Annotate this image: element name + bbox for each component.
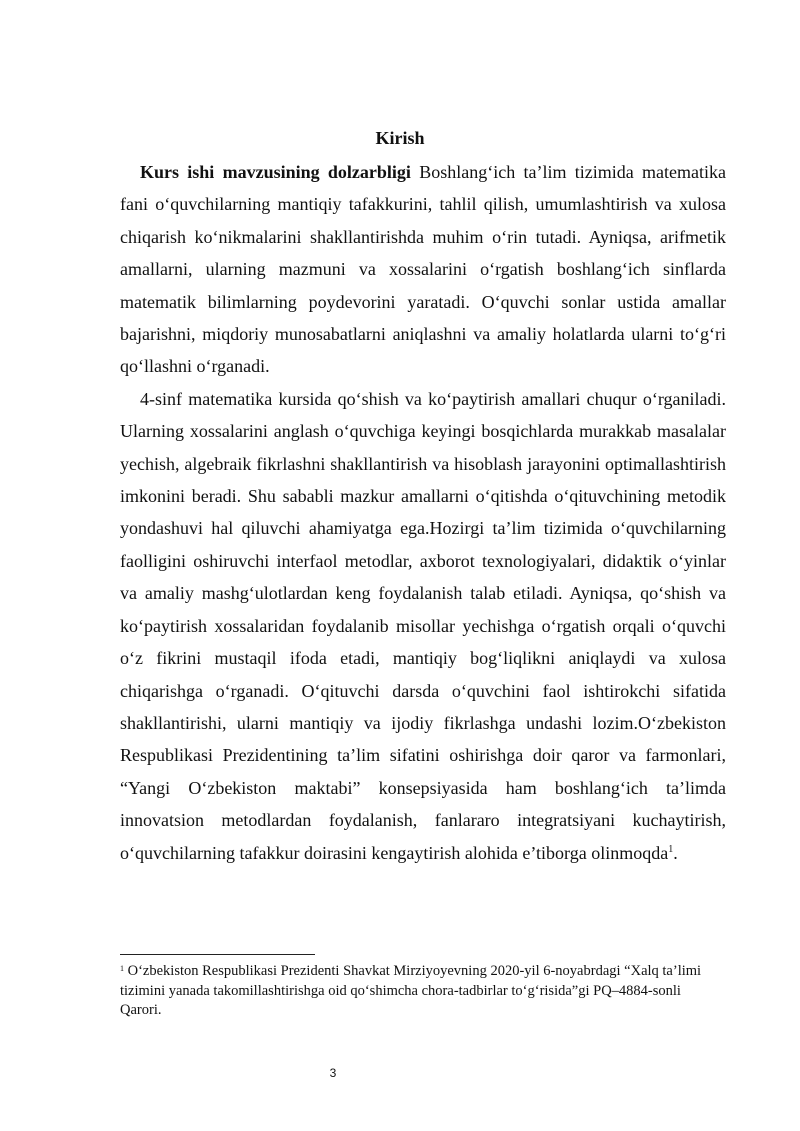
paragraph-lead: Kurs ishi mavzusining dolzarbligi bbox=[140, 162, 411, 182]
footnote-marker: 1 bbox=[120, 964, 124, 973]
footnote-reference[interactable]: 1 bbox=[668, 843, 674, 855]
footnote-text: O‘zbekiston Respublikasi Prezidenti Shavkat Mirziyoyevning 2020-yil 6-noyabrdagi “Xalq ta’limi tizimini yanada takomillashtirishga oid qo‘shimcha chora-tadbirlar to‘g‘risida”gi PQ–4884-sonli Qarori. bbox=[120, 963, 702, 1018]
body-text bbox=[120, 156, 726, 869]
paragraph-relevance bbox=[120, 156, 726, 383]
paragraph-grade4 bbox=[120, 383, 726, 869]
section-title: Kirish bbox=[375, 128, 425, 148]
footnote bbox=[120, 962, 726, 1021]
paragraph-end: . bbox=[673, 842, 678, 863]
paragraph-text: Boshlang‘ich ta’lim tizimida matematika fani o‘quvchilarning mantiqiy tafakkurini, tahlil qilish, umumlashtirish va xulosa chiqarish ko‘nikmalarini shakllantirishda muhim o‘rin tutadi. Ayniqsa, arifmetik amallarni, ularning mazmuni va xossalarini o‘rgatish boshlang‘ich sinflarda matematik bilimlarning poydevorini yaratadi. O‘quvchi sonlar ustida amallar bajarishni, miqdoriy munosabatlarni aniqlashni va amaliy holatlarda ularni to‘g‘ri qo‘llashni o‘rganadi. bbox=[120, 162, 726, 377]
footnote-divider bbox=[120, 954, 315, 955]
paragraph-text: 4-sinf matematika kursida qo‘shish va ko‘paytirish amallari chuqur o‘rganiladi. Ularning xossalarini anglash o‘quvchiga keyingi bosqichlarda murakkab masalalar yechish, algebraik fikrlashni shakllantirish va hisoblash jarayonini optimallashtirish imkonini beradi. Shu sababli mazkur amallarni o‘qitishda o‘qituvchining metodik yondashuvi hal qiluvchi ahamiyatga ega.Hozirgi ta’lim tizimida o‘quvchilarning faolligini oshiruvchi interfaol metodlar, axborot texnologiyalari, didaktik o‘yinlar va amaliy mashg‘ulotlardan keng foydalanish talab etiladi. Ayniqsa, qo‘shish va ko‘paytirish xossalaridan foydalanib misollar yechishga o‘rgatish orqali o‘quvchi o‘z fikrini mustaqil ifoda etadi, mantiqiy bog‘liqlikni aniqlaydi va xulosa chiqarishga o‘rganadi. O‘qituvchi darsda o‘quvchini faol ishtirokchi sifatida shakllantirishi, ularni mantiqiy va ijodiy fikrlashga undashi lozim.O‘zbekiston Respublikasi Prezidentining ta’lim sifatini oshirishga doir qaror va farmonlari, “Yangi O‘zbekiston maktabi” konsepsiyasida ham boshlang‘ich ta’limda innovatsion metodlardan foydalanish, fanlararo integratsiyani kuchaytirish, o‘quvchilarning tafakkur doirasini kengaytirish alohida e’tiborga olinmoqda bbox=[120, 388, 726, 863]
page-number: 3 bbox=[329, 1066, 337, 1080]
